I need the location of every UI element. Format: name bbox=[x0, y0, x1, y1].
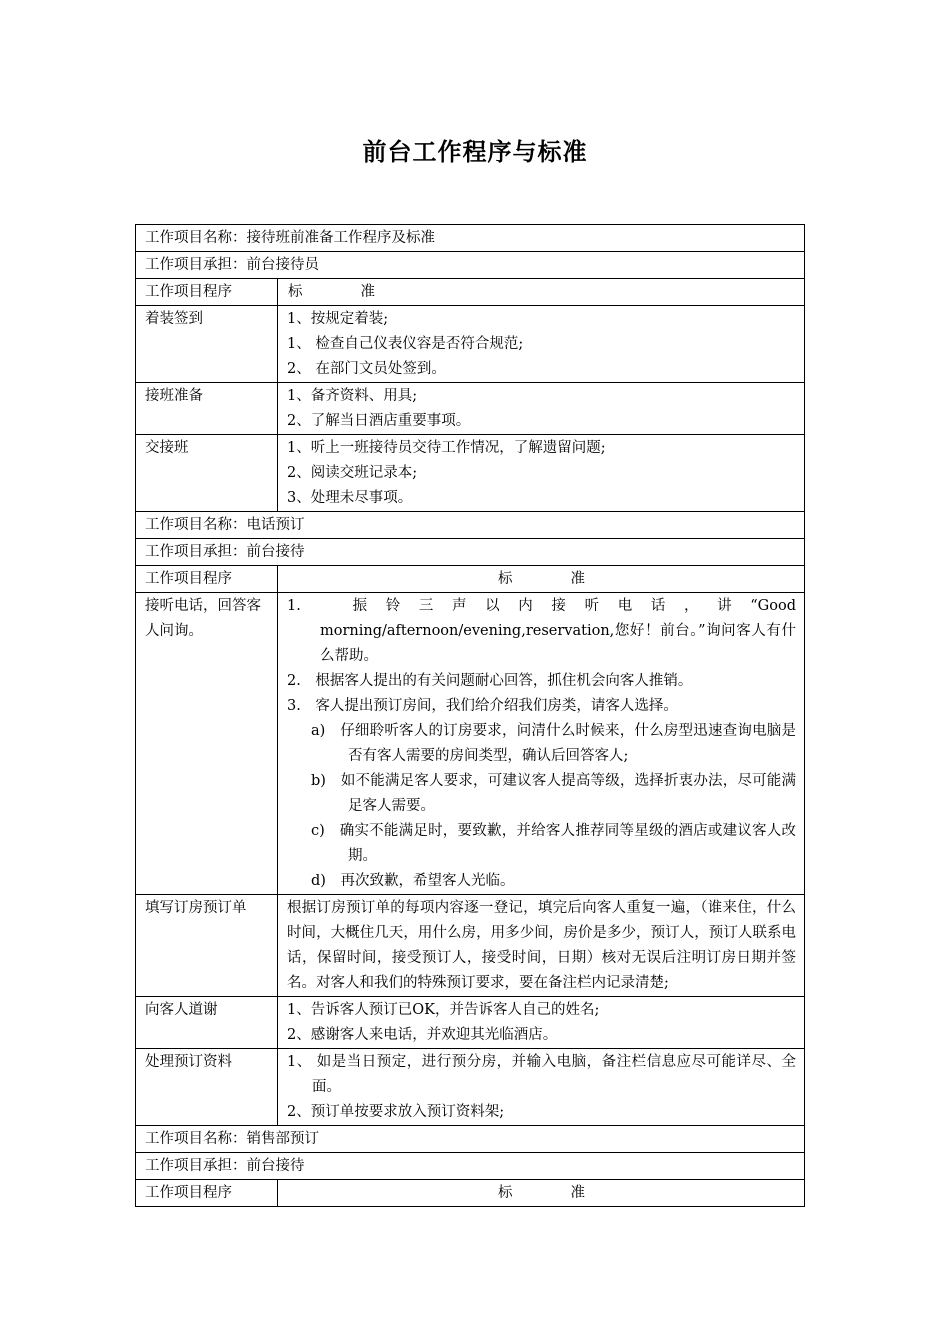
standard-item: 1、听上一班接待员交待工作情况，了解遗留问题; bbox=[287, 440, 606, 456]
std-header-a: 标 bbox=[498, 1185, 513, 1201]
std-header-a: 标 bbox=[498, 571, 513, 587]
step-standard bbox=[278, 383, 805, 435]
table-row bbox=[136, 383, 805, 435]
standard-item: 2、了解当日酒店重要事项。 bbox=[287, 413, 471, 429]
section-owner: 工作项目承担：前台接待 bbox=[136, 539, 805, 566]
std-header bbox=[278, 279, 805, 306]
proc-header: 工作项目程序 bbox=[136, 279, 278, 306]
section-name-row bbox=[136, 512, 805, 539]
procedure-table bbox=[135, 224, 805, 1207]
table-row bbox=[136, 435, 805, 512]
standard-subitem: b) 如不能满足客人要求，可建议客人提高等级，选择折衷办法，尽可能满足客人需要。 bbox=[311, 773, 796, 814]
table-row bbox=[136, 1049, 805, 1126]
table-row bbox=[136, 306, 805, 383]
section-owner: 工作项目承担：前台接待 bbox=[136, 1153, 805, 1180]
standard-item: 2、阅读交班记录本; bbox=[287, 465, 418, 481]
section-owner-row bbox=[136, 252, 805, 279]
section-owner-row bbox=[136, 539, 805, 566]
column-header-row bbox=[136, 279, 805, 306]
step-standard bbox=[278, 306, 805, 383]
table-row bbox=[136, 895, 805, 997]
step-name: 交接班 bbox=[136, 435, 278, 512]
std-header bbox=[278, 566, 805, 593]
standard-item: 1. 振铃三声以内接听电话，讲“Good morning/afternoon/evening,reservation,您好！前台。”询问客人有什么帮助。 bbox=[287, 598, 796, 664]
standard-item: 3. 客人提出预订房间，我们给介绍我们房类，请客人选择。 bbox=[287, 698, 678, 714]
standard-item: 1、 如是当日预定，进行预分房，并输入电脑，备注栏信息应尽可能详尽、全面。 bbox=[287, 1054, 796, 1095]
step-name: 处理预订资料 bbox=[136, 1049, 278, 1126]
std-header-b: 准 bbox=[570, 571, 585, 587]
step-standard bbox=[278, 1049, 805, 1126]
column-header-row bbox=[136, 1180, 805, 1207]
std-header bbox=[278, 1180, 805, 1207]
step-name: 填写订房预订单 bbox=[136, 895, 278, 997]
step-name: 接班准备 bbox=[136, 383, 278, 435]
standard-subitem: a) 仔细聆听客人的订房要求，问清什么时候来，什么房型迅速查询电脑是否有客人需要的房间类型，确认后回答客人; bbox=[311, 723, 796, 764]
proc-header: 工作项目程序 bbox=[136, 1180, 278, 1207]
standard-subitem: d) 再次致歉，希望客人光临。 bbox=[311, 873, 515, 889]
section-name-row bbox=[136, 1126, 805, 1153]
std-header-b: 准 bbox=[570, 1185, 585, 1201]
step-name: 接听电话，回答客人问询。 bbox=[136, 593, 278, 895]
section-owner: 工作项目承担：前台接待员 bbox=[136, 252, 805, 279]
step-standard bbox=[278, 593, 805, 895]
standard-item: 2、预订单按要求放入预订资料架; bbox=[287, 1104, 505, 1120]
step-name: 向客人道谢 bbox=[136, 997, 278, 1049]
section-owner-row bbox=[136, 1153, 805, 1180]
table-row bbox=[136, 997, 805, 1049]
table-row bbox=[136, 593, 805, 895]
standard-item: 1、告诉客人预订已OK，并告诉客人自己的姓名; bbox=[287, 1002, 600, 1018]
standard-item: 1、备齐资料、用具; bbox=[287, 388, 418, 404]
standard-item: 1、 检查自己仪表仪容是否符合规范; bbox=[287, 336, 524, 352]
section-name: 工作项目名称：电话预订 bbox=[136, 512, 805, 539]
proc-header: 工作项目程序 bbox=[136, 566, 278, 593]
page-title: 前台工作程序与标准 bbox=[362, 137, 588, 166]
standard-item: 根据订房预订单的每项内容逐一登记，填完后向客人重复一遍，（谁来住，什么时间，大概住几天，用什么房，用多少间，房价是多少，预订人，预订人联系电话，保留时间，接受预订人，接受时间，日期）核对无误后注明订房日期并签名。对客人和我们的特殊预订要求，要在备注栏内记录清楚; bbox=[287, 900, 796, 991]
standard-item: 1、按规定着装; bbox=[287, 311, 389, 327]
step-name: 着装签到 bbox=[136, 306, 278, 383]
column-header-row bbox=[136, 566, 805, 593]
standard-subitem: c) 确实不能满足时，要致歉，并给客人推荐同等星级的酒店或建议客人改期。 bbox=[311, 823, 796, 864]
std-header-b: 准 bbox=[360, 284, 375, 300]
standard-item: 2. 根据客人提出的有关问题耐心回答，抓住机会向客人推销。 bbox=[287, 673, 693, 689]
standard-item: 3、处理未尽事项。 bbox=[287, 490, 413, 506]
step-standard bbox=[278, 435, 805, 512]
section-name: 工作项目名称：接待班前准备工作程序及标准 bbox=[136, 225, 805, 252]
section-name-row bbox=[136, 225, 805, 252]
step-standard bbox=[278, 895, 805, 997]
std-header-a: 标 bbox=[288, 284, 303, 300]
standard-item: 2、 在部门文员处签到。 bbox=[287, 361, 446, 377]
standard-item: 2、感谢客人来电话，并欢迎其光临酒店。 bbox=[287, 1027, 558, 1043]
section-name: 工作项目名称：销售部预订 bbox=[136, 1126, 805, 1153]
step-standard bbox=[278, 997, 805, 1049]
